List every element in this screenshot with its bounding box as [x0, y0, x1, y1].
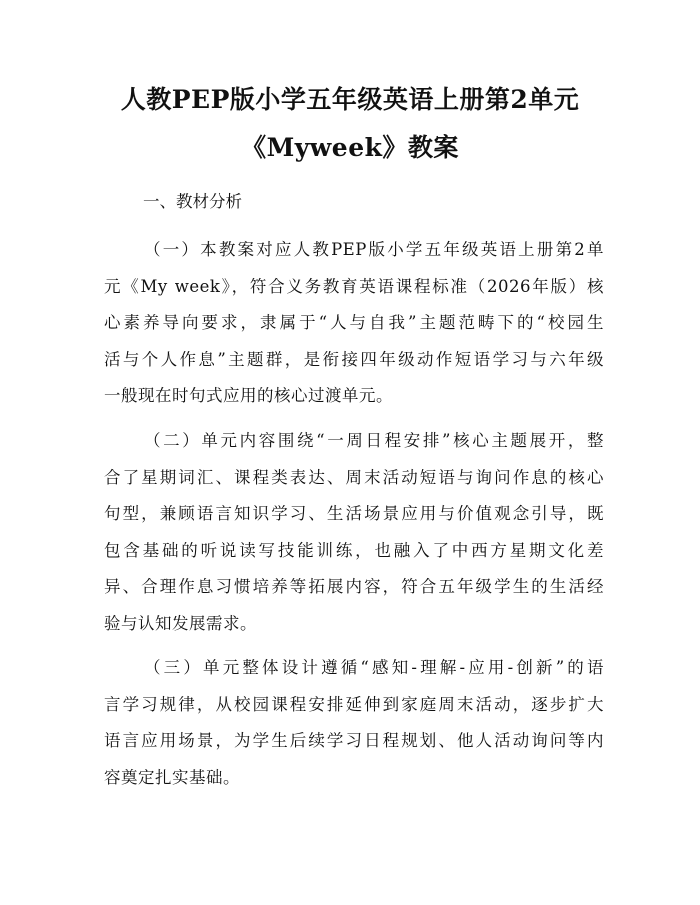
paragraph-line: 合了星期词汇、课程类表达、周末活动短语与询问作息的核心 — [104, 467, 604, 487]
paragraph-line: 语言应用场景，为学生后续学习日程规划、他人活动询问等内 — [104, 731, 604, 750]
paragraph-2 — [104, 423, 604, 642]
paragraph-line: （二）单元内容围绕“一周日程安排”核心主题展开，整 — [144, 431, 604, 450]
paragraph-line: 包含基础的听说读写技能训练，也融入了中西方星期文化差 — [104, 540, 604, 560]
document-title-line-1: 人教PEP版小学五年级英语上册第2单元 — [120, 85, 580, 114]
paragraph-line: 心素养导向要求，隶属于“人与自我”主题范畴下的“校园生 — [104, 313, 604, 332]
paragraph-line: 活与个人作息”主题群，是衔接四年级动作短语学习与六年级 — [104, 349, 604, 369]
section-heading: 一、教材分析 — [143, 192, 242, 211]
paragraph-line: 异、合理作息习惯培养等拓展内容，符合五年级学生的生活经 — [104, 577, 604, 596]
paragraph-3 — [104, 650, 604, 796]
paragraph-line: 一般现在时句式应用的核心过渡单元。 — [104, 386, 393, 405]
document-title-line-2: 《Myweek》教案 — [241, 133, 459, 162]
paragraph-line: 容奠定扎实基础。 — [104, 767, 240, 787]
paragraph-line: 元《My week》，符合义务教育英语课程标准（2026年版）核 — [104, 276, 604, 296]
paragraph-line: 言学习规律，从校园课程安排延伸到家庭周末活动，逐步扩大 — [104, 694, 604, 714]
paragraph-line: 验与认知发展需求。 — [104, 613, 257, 633]
paragraph-line: （一）本教案对应人教PEP版小学五年级英语上册第2单 — [144, 240, 604, 259]
paragraph-line: （三）单元整体设计遵循“感知-理解-应用-创新”的语 — [144, 658, 604, 677]
paragraph-1 — [104, 232, 604, 415]
paragraph-line: 句型，兼顾语言知识学习、生活场景应用与价值观念引导，既 — [104, 504, 604, 523]
